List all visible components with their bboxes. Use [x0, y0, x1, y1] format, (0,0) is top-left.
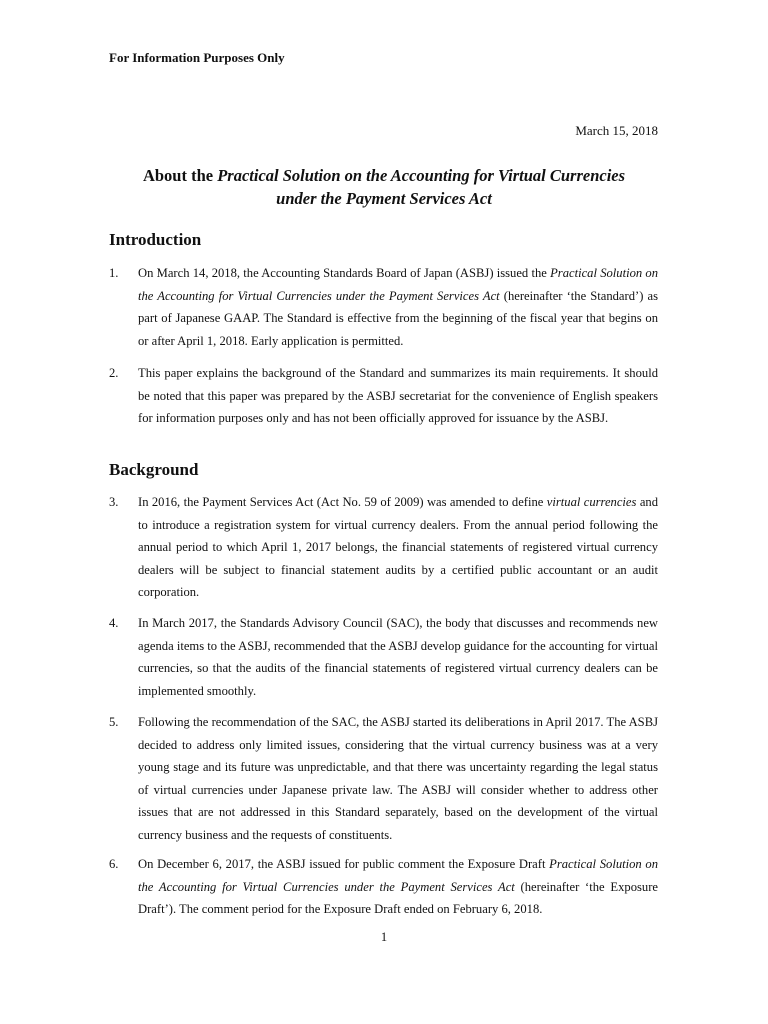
- paragraph-number: 2.: [109, 366, 119, 380]
- section-heading-introduction: Introduction: [109, 230, 202, 249]
- page-number: 1: [380, 930, 388, 944]
- paragraph-text-run: Following the recommendation of the SAC, the ASBJ started its deliberations in April 2017. The ASBJ decided to address only limited issues, considering that the virtual currency business was at a very young stage and its future was unpredictable, and that there was uncertainty regarding the legal status of virtual currencies under Japanese private law. The ASBJ will consider whether to address other issues that are not addressed in this Standard separately, based on the development of the virtual currency business and the requests of constituents.: [138, 715, 658, 842]
- paragraph-number: 4.: [109, 616, 119, 630]
- document-date: March 15, 2018: [575, 123, 658, 138]
- paragraph-text-run: This paper explains the background of the Standard and summarizes its main requirements. It should be noted that this paper was prepared by the ASBJ secretariat for the convenience of English speakers for information purposes only and has not been officially approved for issuance by the ASBJ.: [138, 366, 658, 426]
- paragraph-number: 6.: [109, 857, 119, 871]
- paragraph-6: [109, 853, 658, 921]
- title-italic-line-1: Practical Solution on the Accounting for Virtual Currencies: [217, 166, 626, 185]
- paragraph-number: 1.: [109, 266, 119, 280]
- paragraph-text-run: (hereinafter ‘the Standard’) as part of Japanese GAAP. The Standard is effective from the beginning of the fiscal year that begins on or after April 1, 2018. Early application is permitted.: [138, 288, 658, 348]
- paragraph-text: [138, 362, 658, 430]
- paragraph-text-run: (hereinafter ‘the Exposure Draft’). The comment period for the Exposure Draft ended on February 6, 2018.: [138, 879, 658, 917]
- title-italic-line-2: under the Payment Services Act: [276, 189, 492, 208]
- paragraph-3: [109, 491, 658, 604]
- paragraph-text-run: In 2016, the Payment Services Act (Act No. 59 of 2009) was amended to define: [138, 495, 547, 509]
- title-line-2: [109, 187, 659, 210]
- header-note: For Information Purposes Only: [109, 50, 285, 65]
- paragraph-text-run: On December 6, 2017, the ASBJ issued for public comment the Exposure Draft: [138, 857, 550, 871]
- paragraph-text-run: On March 14, 2018, the Accounting Standards Board of Japan (ASBJ) issued the: [138, 266, 551, 280]
- paragraph-text: [138, 612, 658, 702]
- paragraph-text: [138, 853, 658, 921]
- paragraph-text-italic: virtual currencies: [546, 495, 637, 509]
- paragraph-text-italic: Practical Solution on the Accounting for Virtual Currencies under the Payment Services Act: [138, 857, 658, 894]
- paragraph-text-italic: Practical Solution on the Accounting for Virtual Currencies under the Payment Services Act: [138, 266, 658, 303]
- paragraph-text: [138, 262, 658, 352]
- paragraph-text-run: and to introduce a registration system for virtual currency dealers. From the annual period following the annual period to which April 1, 2017 belongs, the financial statements of registered virtual currency dealers will be subject to financial statement audits by a certified public accountant or an audit corporation.: [138, 495, 658, 600]
- paragraph-1: [109, 262, 658, 352]
- paragraph-text-run: In March 2017, the Standards Advisory Council (SAC), the body that discusses and recommends new agenda items to the ASBJ, recommended that the ASBJ develop guidance for the accounting for virtual currencies, so that the audits of the financial statements of registered virtual currency dealers can be implemented smoothly.: [138, 616, 658, 698]
- paragraph-4: [109, 612, 658, 702]
- title-line-1: [109, 164, 659, 187]
- paragraph-2: [109, 362, 658, 430]
- document-title: [109, 164, 659, 210]
- paragraph-number: 5.: [109, 715, 119, 729]
- section-heading-background: Background: [109, 460, 199, 479]
- paragraph-text: [138, 491, 658, 604]
- paragraph-number: 3.: [109, 495, 119, 509]
- paragraph-text: [138, 711, 658, 847]
- paragraph-5: [109, 711, 658, 847]
- title-prefix: About the: [142, 166, 218, 185]
